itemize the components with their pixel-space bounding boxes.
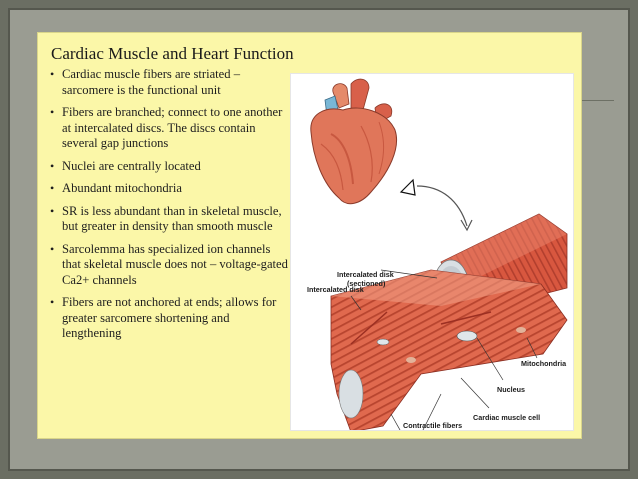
bullet-text: SR is less abundant than in skeletal muscle, but greater in density than smooth muscle <box>62 203 282 233</box>
bullet-dot-icon: • <box>50 67 55 81</box>
bullet-item <box>48 242 288 289</box>
illustration-svg <box>291 74 574 431</box>
bullet-dot-icon: • <box>50 203 55 218</box>
cut-end-disk <box>339 370 363 418</box>
bullet-text: Cardiac muscle fibers are striated – sarcomere is the functional unit <box>62 67 240 97</box>
bullet-item <box>48 105 288 152</box>
label-sectioned: (sectioned) <box>347 279 386 288</box>
bullet-dot-icon: • <box>50 181 55 195</box>
heart-icon <box>311 79 397 204</box>
bullet-item <box>48 67 288 98</box>
nucleus-shape <box>457 331 477 341</box>
bullet-item <box>48 204 288 235</box>
bullet-text: Fibers are branched; connect to one another at intercalated discs. The discs contain several gap junctions <box>62 105 283 150</box>
bullet-dot-icon: • <box>50 158 55 173</box>
bullet-item <box>48 181 288 197</box>
bullet-list <box>48 67 288 349</box>
bullet-dot-icon: • <box>50 295 55 309</box>
bullet-dot-icon: • <box>50 105 55 119</box>
bullet-text: Sarcolemma has specialized ion channels that skeletal muscle does not – voltage-gated Ca2+ channels <box>62 241 288 287</box>
bullet-item <box>48 295 288 342</box>
slide-title: Cardiac Muscle and Heart Function <box>51 44 294 63</box>
label-contractile-fibers: Contractile fibers <box>403 421 463 430</box>
label-cardiac-muscle-cell: Cardiac muscle cell <box>473 413 541 422</box>
label-intercalated-disk-sectioned: Intercalated disk <box>337 270 394 279</box>
lower-muscle-cell <box>331 270 567 431</box>
bullet-text: Fibers are not anchored at ends; allows for greater sarcomere shortening and lengthening <box>62 295 277 340</box>
bullet-text: Abundant mitochondria <box>62 181 182 195</box>
label-nucleus: Nucleus <box>497 385 525 394</box>
zoom-arrow-icon <box>417 186 467 226</box>
label-intercalated-disk: Intercalated disk <box>307 285 364 294</box>
slide <box>37 32 582 439</box>
label-mitochondria: Mitochondria <box>521 359 567 368</box>
bullet-item <box>48 159 288 175</box>
section-marker-icon <box>401 180 415 195</box>
bullet-text: Nuclei are centrally located <box>62 158 201 173</box>
bullet-dot-icon: • <box>50 241 55 256</box>
cardiac-muscle-illustration <box>290 73 574 431</box>
